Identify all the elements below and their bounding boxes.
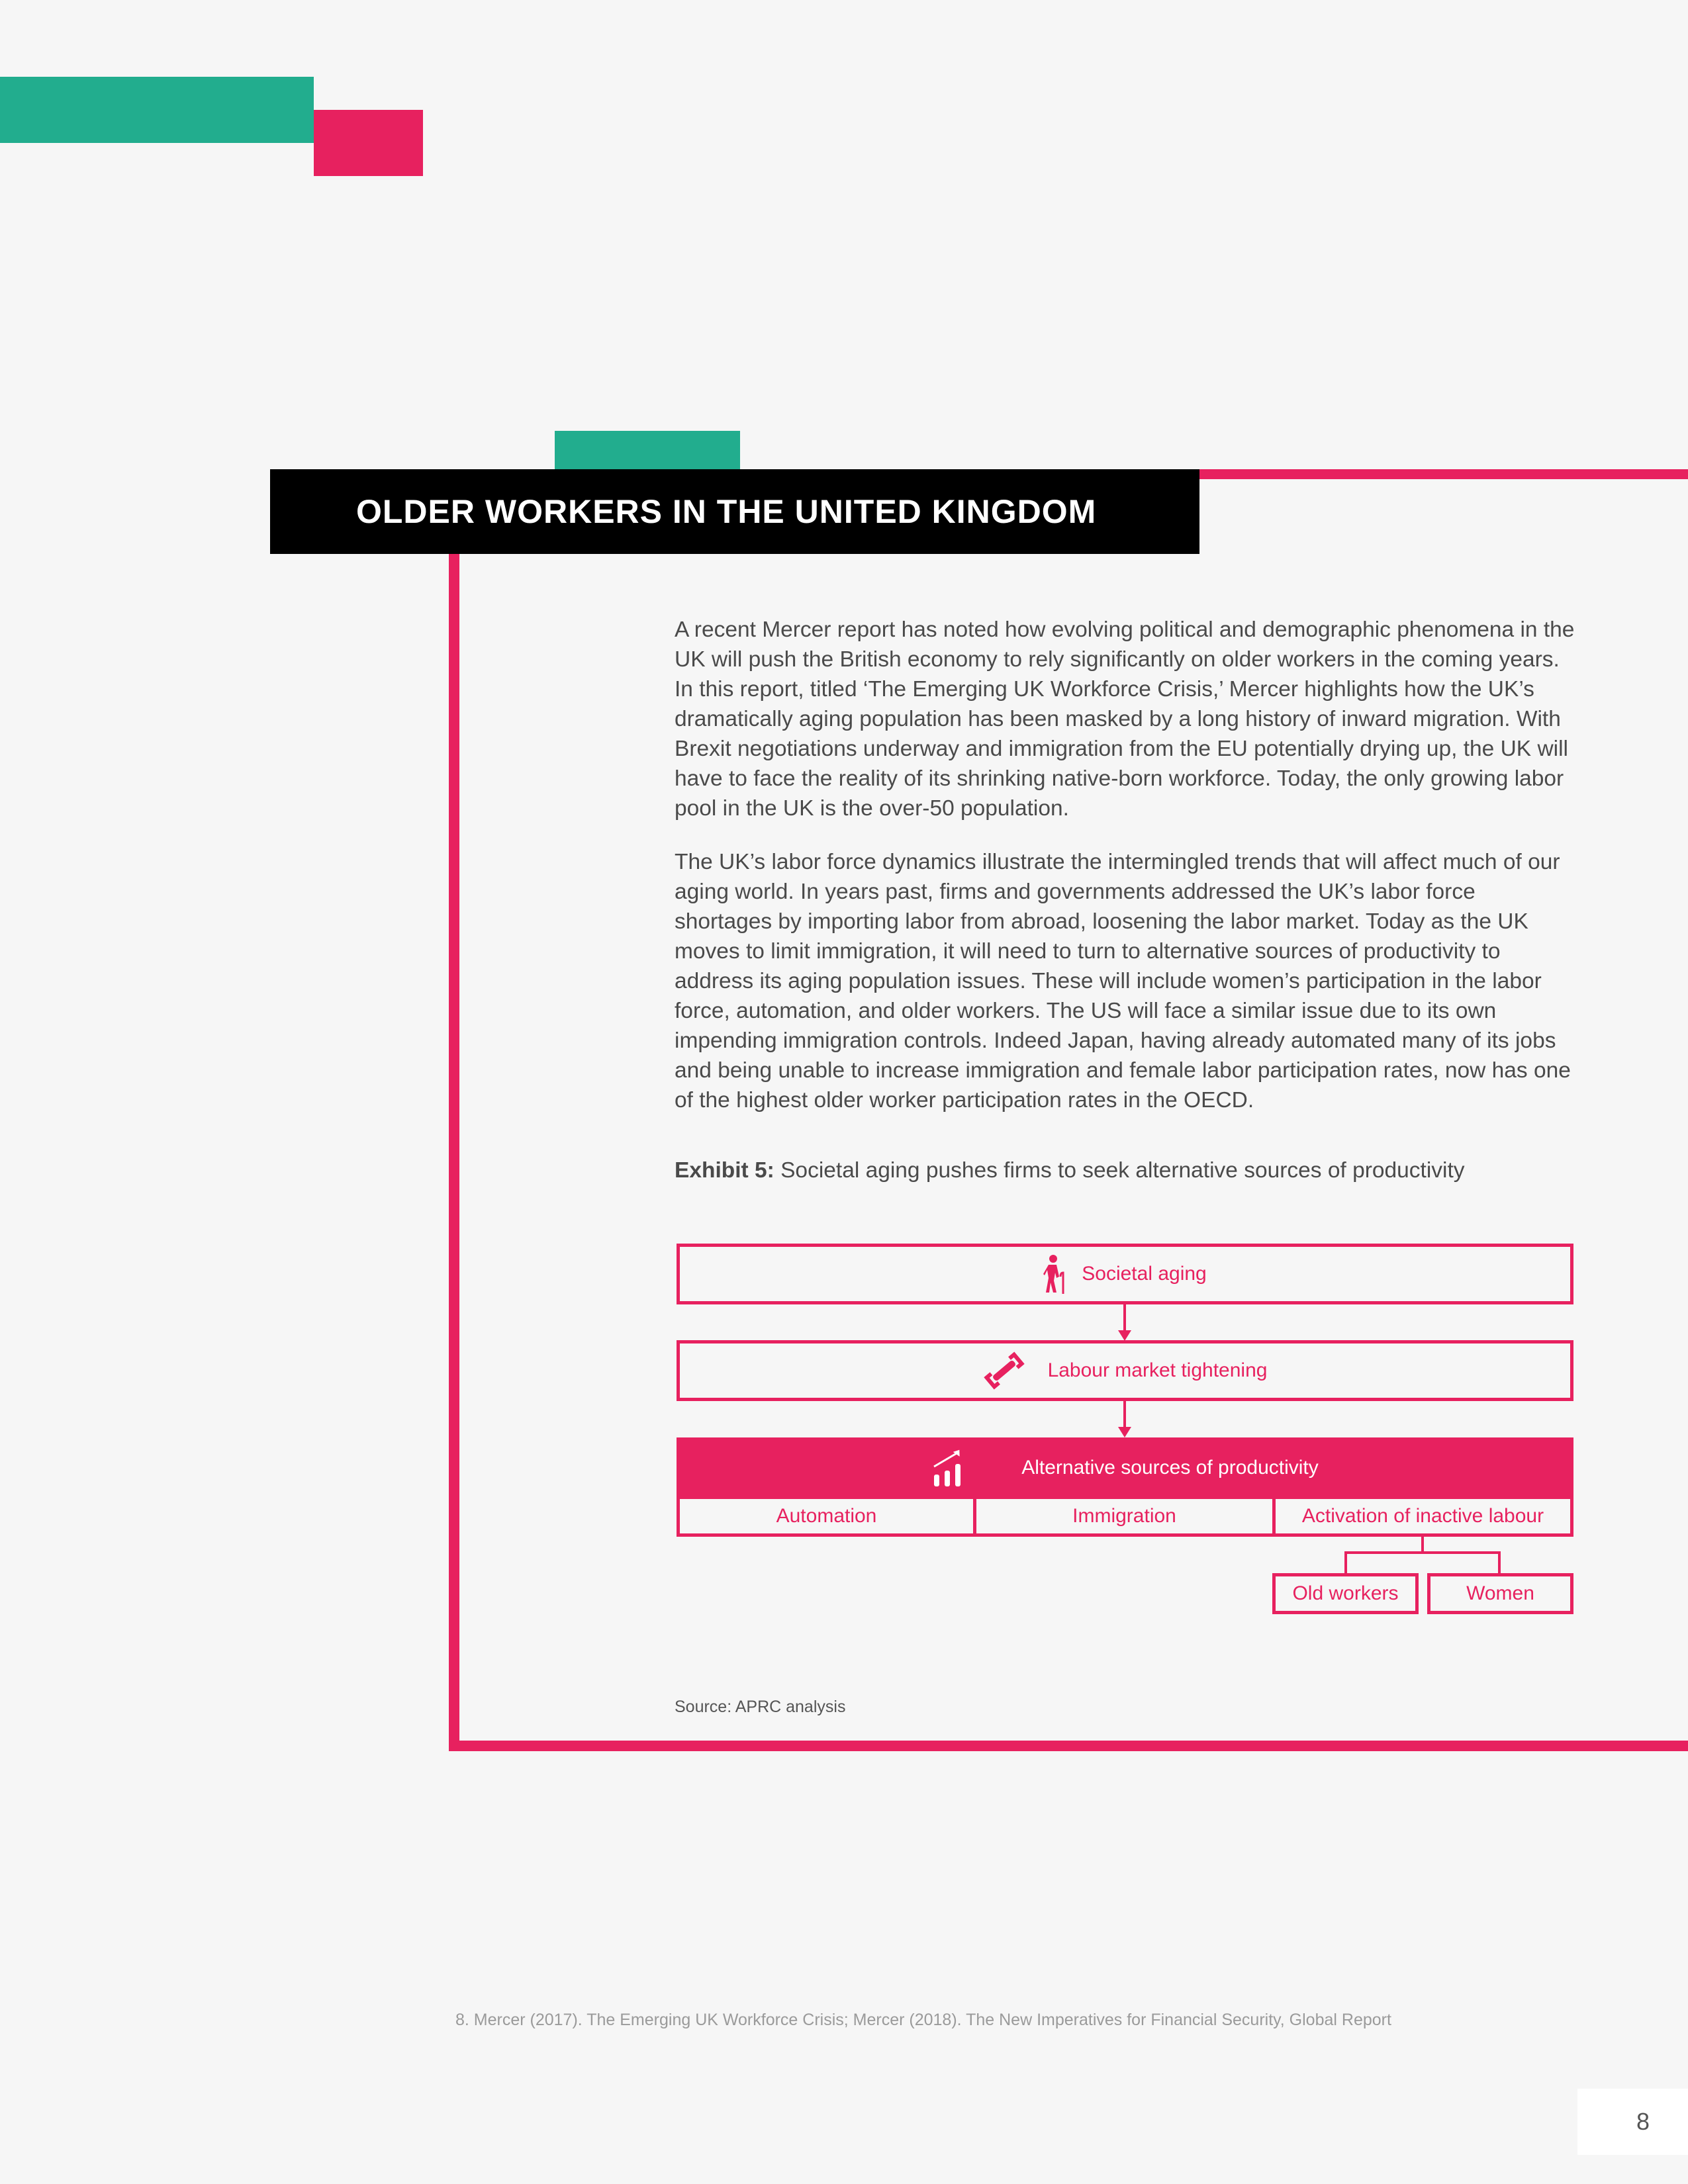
decorative-green-tab bbox=[555, 431, 740, 469]
page-number: 8 bbox=[1636, 2108, 1650, 2135]
diagram-box-alternative-sources bbox=[677, 1437, 1573, 1498]
connector-branch-stem bbox=[1421, 1537, 1424, 1553]
exhibit-caption bbox=[675, 1156, 1601, 1185]
elderly-person-icon bbox=[1043, 1254, 1066, 1294]
paragraph-text: A recent Mercer report has noted how evolving political and demographic phenomena in the UK will push the British economy to rely significantly on older workers in the coming years. In this report, titled ‘The Emerging UK Workforce Crisis,’ Mercer highlights how the UK’s dramatically aging population has been masked by a long history of inward migration. With Brexit negotiations underway and immigration from the EU potentially drying up, the UK will have to face the reality of its shrinking native-born workforce. Today, the only growing labor pool in the UK is the over-50 population. bbox=[675, 617, 1575, 821]
source-note: Source: APRC analysis bbox=[675, 1698, 846, 1716]
section-title-banner bbox=[270, 469, 1199, 554]
arrowhead-2 bbox=[1118, 1427, 1131, 1437]
diagram-label-alternative-sources: Alternative sources of productivity bbox=[1021, 1457, 1319, 1479]
decorative-pink-bar bbox=[314, 110, 423, 176]
frame-top-line bbox=[1198, 469, 1688, 479]
diagram-box-inactive-labour bbox=[1272, 1496, 1573, 1537]
diagram-label-immigration: Immigration bbox=[1072, 1505, 1176, 1527]
diagram-label-women: Women bbox=[1466, 1582, 1534, 1604]
page-number-box bbox=[1577, 2089, 1688, 2155]
section-title: OLDER WORKERS IN THE UNITED KINGDOM bbox=[356, 493, 1097, 530]
frame-left-line bbox=[449, 553, 459, 1751]
diagram-label-societal-aging: Societal aging bbox=[1082, 1263, 1207, 1285]
paragraph-text: The UK’s labor force dynamics illustrate the intermingled trends that will affect much of our aging world. In years past, firms and governments addressed the UK’s labor force shortages by importing labor from abroad, loosening the labor market. Today as the UK moves to limit immigration, it will need to turn to alternative sources of productivity to address its aging population issues. These will include women’s participation in the labor force, automation, and older workers. The US will face a similar issue due to its own impending immigration controls. Indeed Japan, having already automated many of its jobs and being unable to increase immigration and female labor participation rates, now has one of the highest older worker participation rates in the OECD. bbox=[675, 850, 1571, 1113]
diagram-box-old-workers bbox=[1272, 1573, 1419, 1614]
arrowhead-1 bbox=[1118, 1330, 1131, 1341]
decorative-green-bar bbox=[0, 77, 314, 143]
body-paragraph-1 bbox=[675, 615, 1575, 823]
diagram-box-automation bbox=[677, 1496, 976, 1537]
diagram-box-immigration bbox=[973, 1496, 1276, 1537]
footnote: 8. Mercer (2017). The Emerging UK Workforce Crisis; Mercer (2018). The New Imperatives for Financial Security, Global Report bbox=[455, 2011, 1391, 2029]
exhibit-label: Exhibit 5: bbox=[675, 1158, 774, 1183]
body-paragraph-2 bbox=[675, 847, 1575, 1115]
connector-branch-horizontal bbox=[1344, 1551, 1501, 1554]
diagram-box-women bbox=[1427, 1573, 1573, 1614]
frame-bottom-line bbox=[449, 1741, 1688, 1751]
diagram-label-labour-market: Labour market tightening bbox=[1047, 1359, 1268, 1381]
diagram-box-labour-market bbox=[677, 1340, 1573, 1401]
diagram-label-automation: Automation bbox=[776, 1505, 877, 1527]
diagram-box-societal-aging bbox=[677, 1244, 1573, 1304]
connector-branch-right bbox=[1498, 1551, 1501, 1574]
exhibit-caption-text: Societal aging pushes firms to seek alternative sources of productivity bbox=[774, 1158, 1465, 1183]
diagram-label-old-workers: Old workers bbox=[1292, 1582, 1399, 1604]
wrench-icon bbox=[983, 1351, 1025, 1390]
diagram-label-inactive-labour: Activation of inactive labour bbox=[1301, 1505, 1544, 1527]
growth-chart-icon bbox=[931, 1448, 968, 1488]
connector-branch-left bbox=[1344, 1551, 1347, 1574]
